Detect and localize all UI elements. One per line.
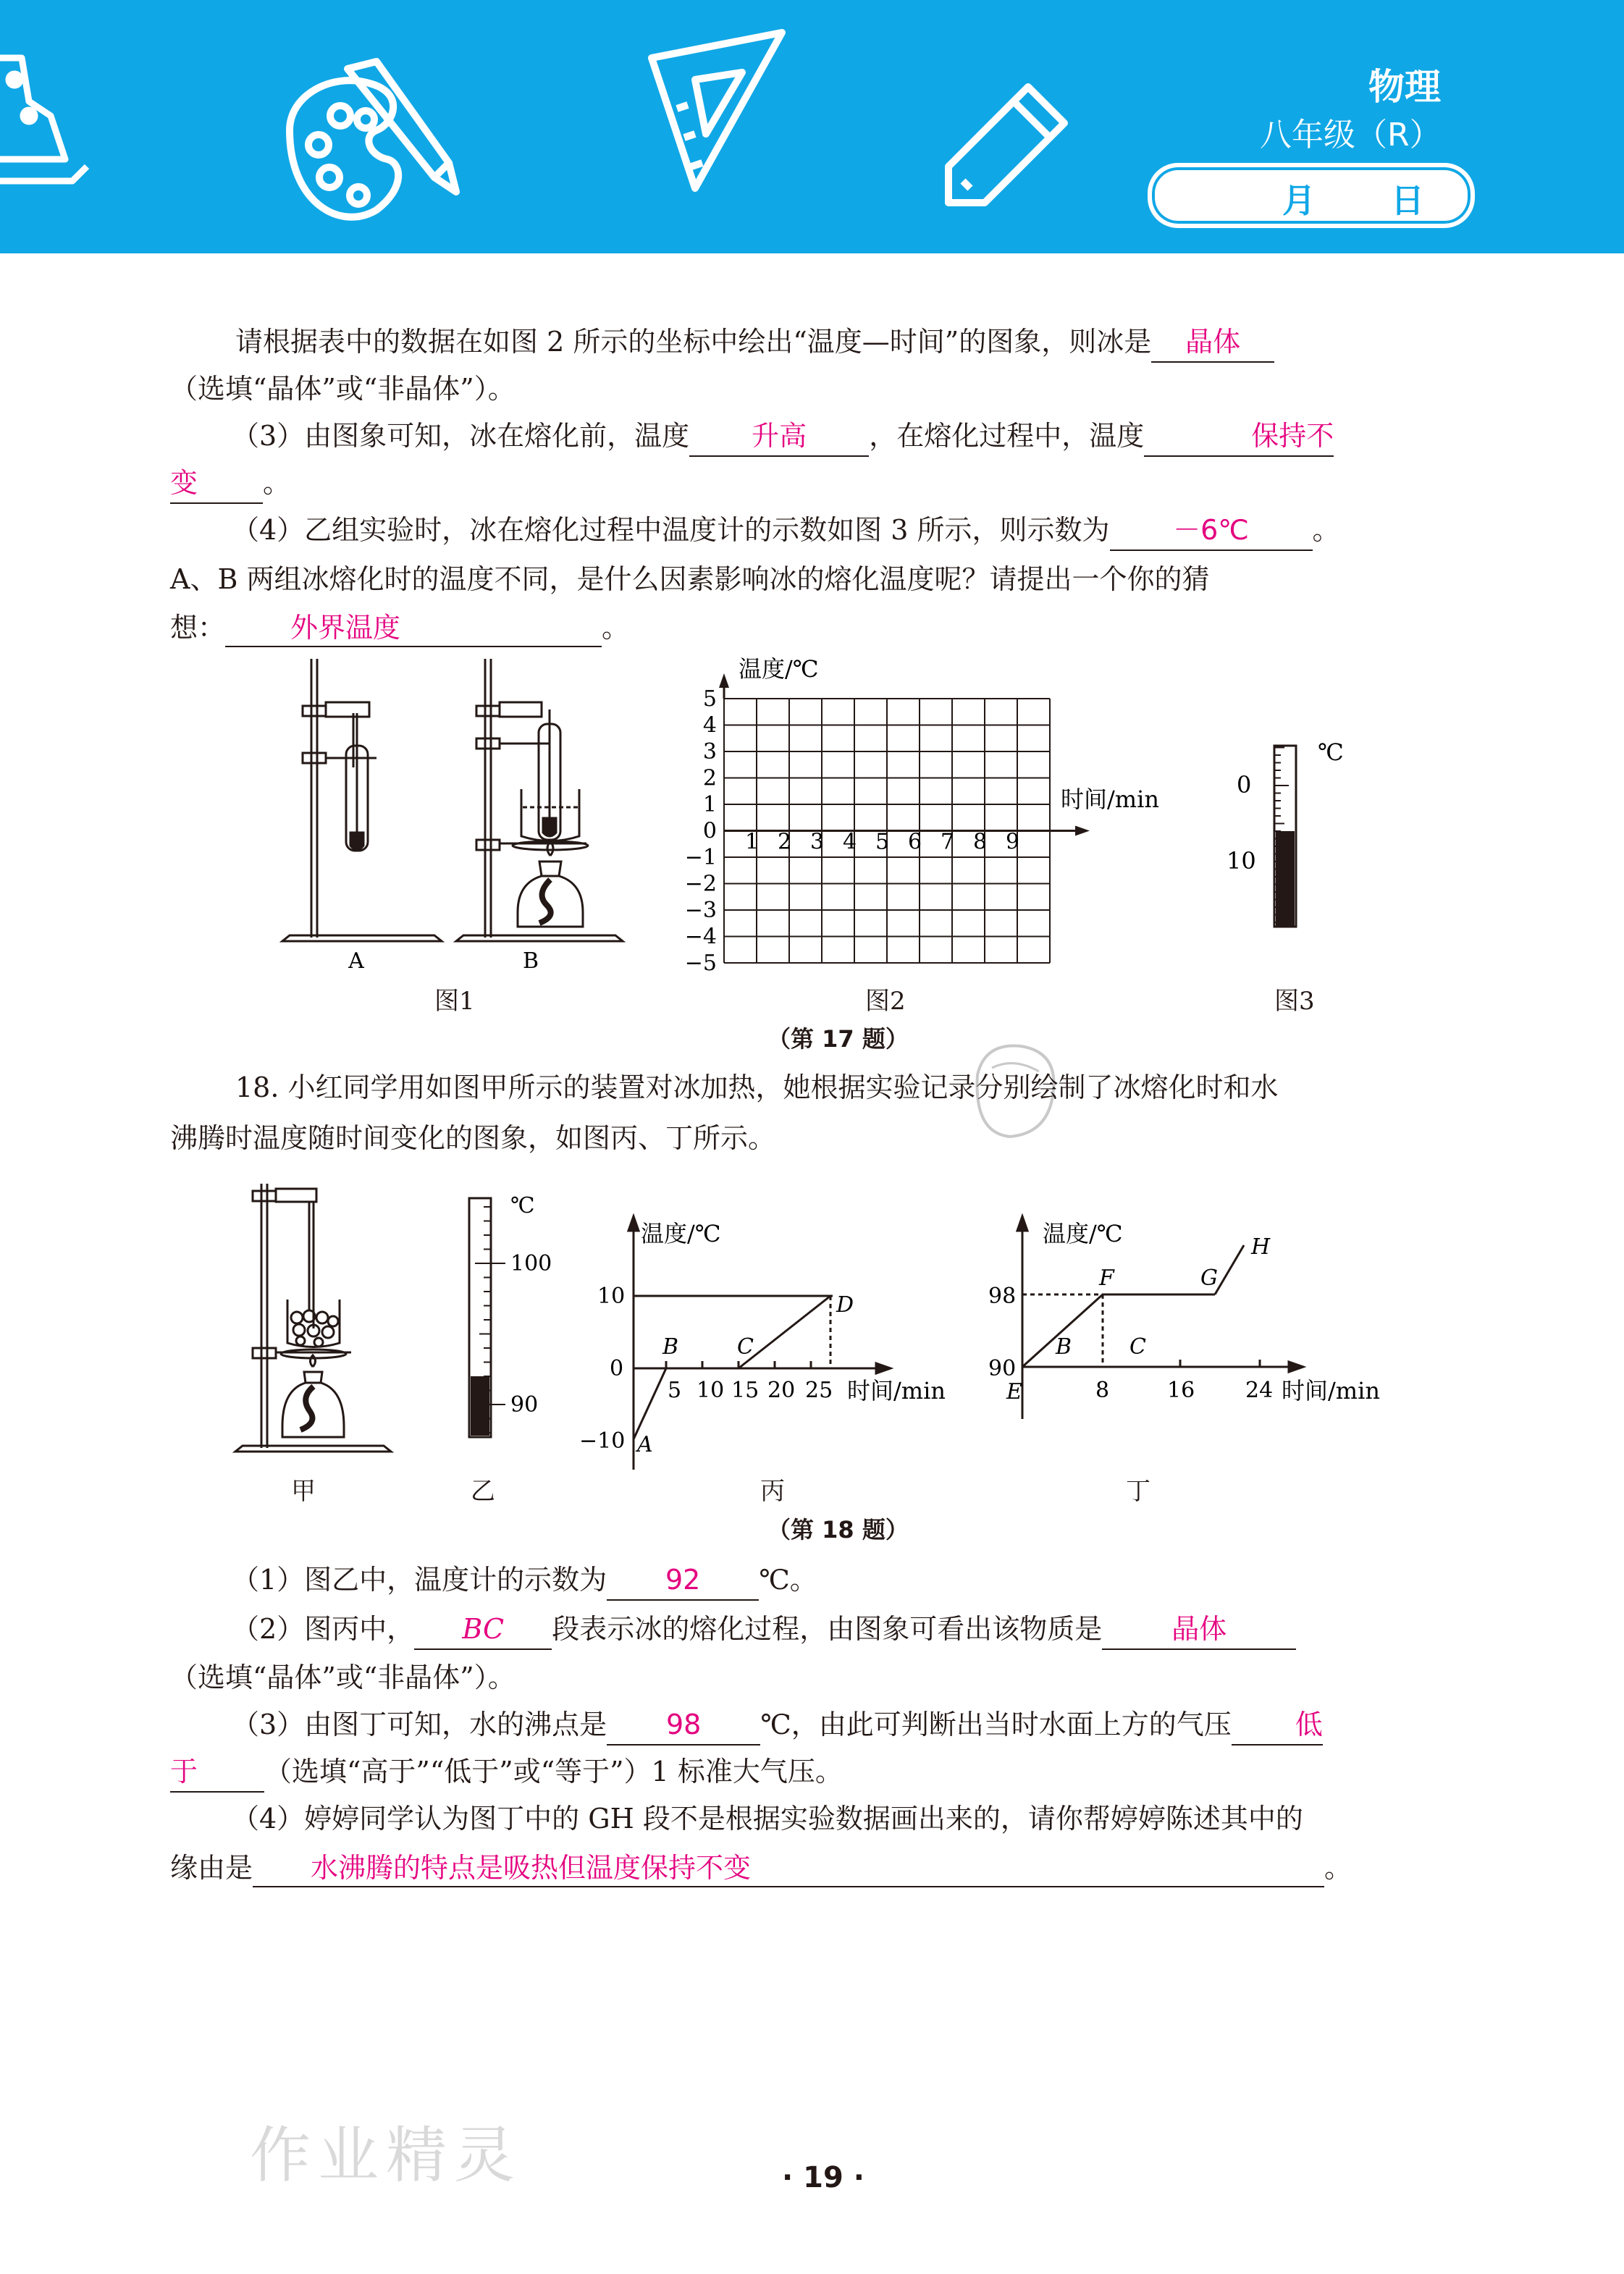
ding-point-c: C [1129,1334,1146,1360]
q17-p3-end: 。 [263,467,291,499]
grid-x-tick: 1 [745,829,760,855]
thermo3-label-0: 0 [1237,771,1252,799]
subject-title: 物理 [1368,66,1441,108]
grid-x-tick: 5 [875,829,890,855]
grid-y-ticks [685,686,717,976]
q18-p2-answer-a: BC [414,1609,552,1650]
bing-y-zero: 0 [610,1356,624,1381]
grid-y-tick: −3 [684,898,717,923]
q18-line2: 沸腾时温度随时间变化的图象，如图丙、丁所示。 [170,1122,776,1154]
grid-y-tick: 5 [702,686,717,712]
ding-y-90: 90 [988,1356,1017,1381]
q17-p4-line3-label: 想： [170,612,226,644]
q18-p2-answer-b: 晶体 [1102,1609,1296,1650]
fig1-label-b: B [522,948,539,974]
q17-p3-answer-b2: 变 [170,463,263,504]
q18-p3-line2 [170,1748,843,1795]
ding-segment-gh [1215,1245,1244,1294]
q18-fig-bing-chart [572,1209,977,1499]
q17-p4-line3-end: 。 [602,612,630,644]
day-label: 日 [1391,181,1424,220]
q18-p1-end: ℃。 [759,1564,817,1596]
q18-p3-answer-a: 98 [607,1705,760,1745]
q18-p4-end: 。 [1324,1852,1352,1884]
q17-p4-line3-answer: 外界温度 [225,608,602,647]
stand-b-base [456,935,623,941]
thermo-yi-label-90: 90 [510,1392,539,1418]
grid-x-arrow [1075,826,1090,836]
q18-p3 [232,1701,1323,1748]
thermo-yi-label-100: 100 [510,1251,552,1276]
fig1-label: 图1 [434,987,475,1016]
q18-fig-ding-chart [985,1209,1419,1499]
grid-y-tick: 2 [702,765,717,791]
q17-p3 [232,413,1334,459]
q17-p4 [232,507,1340,553]
q17-p3-line2 [170,460,290,506]
q18-p3-line2-end: （选填“高于”“低于”或“等于”）1 标准大气压。 [264,1756,843,1787]
grid-y-tick: −2 [684,871,717,897]
grid-y-tick: 1 [702,792,717,817]
header-band [0,0,1624,253]
stand-a-base [282,935,442,941]
grid-x-tick: 9 [1006,829,1020,855]
q17-p4-line3 [170,605,629,651]
bing-x-tick-25: 25 [805,1378,833,1403]
q17-line1 [235,319,1274,365]
ding-y-98: 98 [988,1284,1017,1309]
bing-segment-ab [634,1368,666,1439]
grid-y-tick: 3 [702,739,717,765]
ding-point-h: H [1251,1234,1271,1260]
q17-p3-answer-b1: 保持不 [1144,416,1334,457]
bing-xlabel: 时间/min [847,1377,946,1405]
ding-point-e: E [1006,1379,1022,1405]
q17-p3-answer-a: 升高 [689,416,869,457]
q17-p4-answer: －6℃ [1110,510,1313,551]
q17-p4-end: 。 [1312,514,1340,546]
date-pill [1148,163,1475,228]
grid-x-tick: 7 [941,829,955,855]
ding-ylabel: 温度/℃ [1043,1220,1123,1247]
fig1-apparatus [261,652,637,974]
fig-yi-label: 乙 [471,1477,495,1506]
grid-x-tick: 2 [778,829,792,855]
q17-p3-text-b: ，在熔化过程中，温度 [869,420,1145,452]
grid-x-tick: 3 [810,829,825,855]
ding-point-b: B [1056,1334,1072,1360]
bing-point-b: B [662,1334,679,1360]
q18-p3-answer-b2: 于 [170,1752,264,1793]
q18-caption: （第 18 题） [767,1516,909,1544]
q18-line1: 18. 小红同学用如图甲所示的装置对冰加热，她根据实验记录分别绘制了冰熔化时和水 [235,1071,1279,1103]
grid-x-tick: 6 [908,829,922,855]
q18-p2-text-b: 段表示冰的熔化过程，由图象可看出该物质是 [552,1613,1103,1645]
thermo3-label-10: 10 [1227,847,1256,875]
grid-y-tick: 4 [702,712,717,738]
grid-y-tick: 0 [702,818,717,844]
grid-ylabel: 温度/℃ [739,655,819,683]
fig2-label: 图2 [865,987,906,1016]
q17-p4-line2: A、B 两组冰熔化时的温度不同，是什么因素影响冰的熔化温度呢？请提出一个你的猜 [170,563,1210,595]
thermo-yi-mercury [471,1376,489,1436]
q18-p4-line2 [170,1845,1352,1891]
grid-y-tick: −4 [684,924,717,950]
fig3-thermometer [1216,731,1361,948]
q18-p4-answer: 水沸腾的特点是吸热但温度保持不变 [253,1848,1324,1887]
ding-x-tick-8: 8 [1095,1378,1110,1403]
grade-label: 八年级（R） [1260,117,1442,153]
thermo-yi-unit: ℃ [510,1193,535,1218]
fig2-grid-chart [684,655,1209,976]
grid-x-tick: 8 [973,829,988,855]
ding-xlabel: 时间/min [1282,1377,1380,1405]
triangle-ruler-icon [652,33,782,188]
fig3-label: 图3 [1274,987,1315,1016]
grid-x-ticks [745,830,1019,855]
pencil-icon [948,87,1064,203]
q18-p4-line1: （4）婷婷同学认为图丁中的 GH 段不是根据实验数据画出来的，请你帮婷婷陈述其中的 [232,1803,1303,1835]
fig-ding-label: 丁 [1126,1477,1150,1506]
q18-fig-jia-apparatus [228,1180,402,1470]
grid-xlabel: 时间/min [1061,786,1159,813]
grid-lines [719,673,1090,963]
q17-caption: （第 17 题） [767,1025,909,1053]
bing-x-tick-5: 5 [668,1378,682,1403]
bing-point-a: A [637,1432,653,1457]
watermark: 作业精灵 [250,2120,523,2191]
q17-line1-text: 请根据表中的数据在如图 2 所示的坐标中绘出“温度—时间”的图象，则冰是 [235,326,1152,358]
grid-x-tick: 4 [843,829,857,855]
ding-x-tick-24: 24 [1245,1378,1274,1403]
bing-y-bottom: −10 [579,1428,626,1454]
month-label: 月 [1282,181,1316,220]
bing-x-tick-15: 15 [731,1378,760,1403]
bing-point-d: D [836,1292,854,1318]
palette-icon [290,80,398,217]
grid-y-tick: −1 [684,845,717,870]
q18-p2 [232,1606,1296,1652]
q18-p3-text-b: ℃，由此可判断出当时水面上方的气压 [760,1709,1232,1740]
q18-p1-answer: 92 [607,1560,759,1601]
ding-point-f: F [1099,1266,1114,1291]
skate-icon [0,58,87,181]
q17-answer-crystal: 晶体 [1151,322,1274,363]
q17-p3-text-a: （3）由图象可知，冰在熔化前，温度 [232,420,690,452]
ding-point-g: G [1200,1266,1218,1291]
q18-p2-line2: （选填“晶体”或“非晶体”）。 [170,1662,516,1693]
ding-x-tick-16: 16 [1167,1378,1195,1403]
bing-y-top: 10 [597,1284,626,1309]
q17-line2: （选填“晶体”或“非晶体”）。 [170,373,516,405]
thermo3-mercury [1276,831,1295,927]
fig-bing-label: 丙 [760,1477,785,1506]
q18-p1 [232,1557,817,1603]
q18-p1-text: （1）图乙中，温度计的示数为 [232,1564,607,1596]
q18-p2-text-a: （2）图丙中， [232,1613,415,1645]
thermo3-unit: ℃ [1318,738,1344,766]
page-number: · 19 · [782,2161,864,2194]
q18-p4-label: 缘由是 [170,1852,253,1884]
q17-p4-text: （4）乙组实验时，冰在熔化过程中温度计的示数如图 3 所示，则示数为 [232,514,1110,546]
q18-p3-answer-b1: 低 [1232,1705,1323,1745]
q18-p3-text-a: （3）由图丁可知，水的沸点是 [232,1709,607,1740]
bing-x-tick-10: 10 [697,1378,725,1403]
bing-point-c: C [737,1334,754,1360]
bing-x-tick-20: 20 [767,1378,796,1403]
bing-ylabel: 温度/℃ [641,1220,721,1247]
grid-y-tick: −5 [684,951,717,976]
fig1-label-a: A [348,948,364,974]
fig-jia-label: 甲 [291,1477,316,1506]
